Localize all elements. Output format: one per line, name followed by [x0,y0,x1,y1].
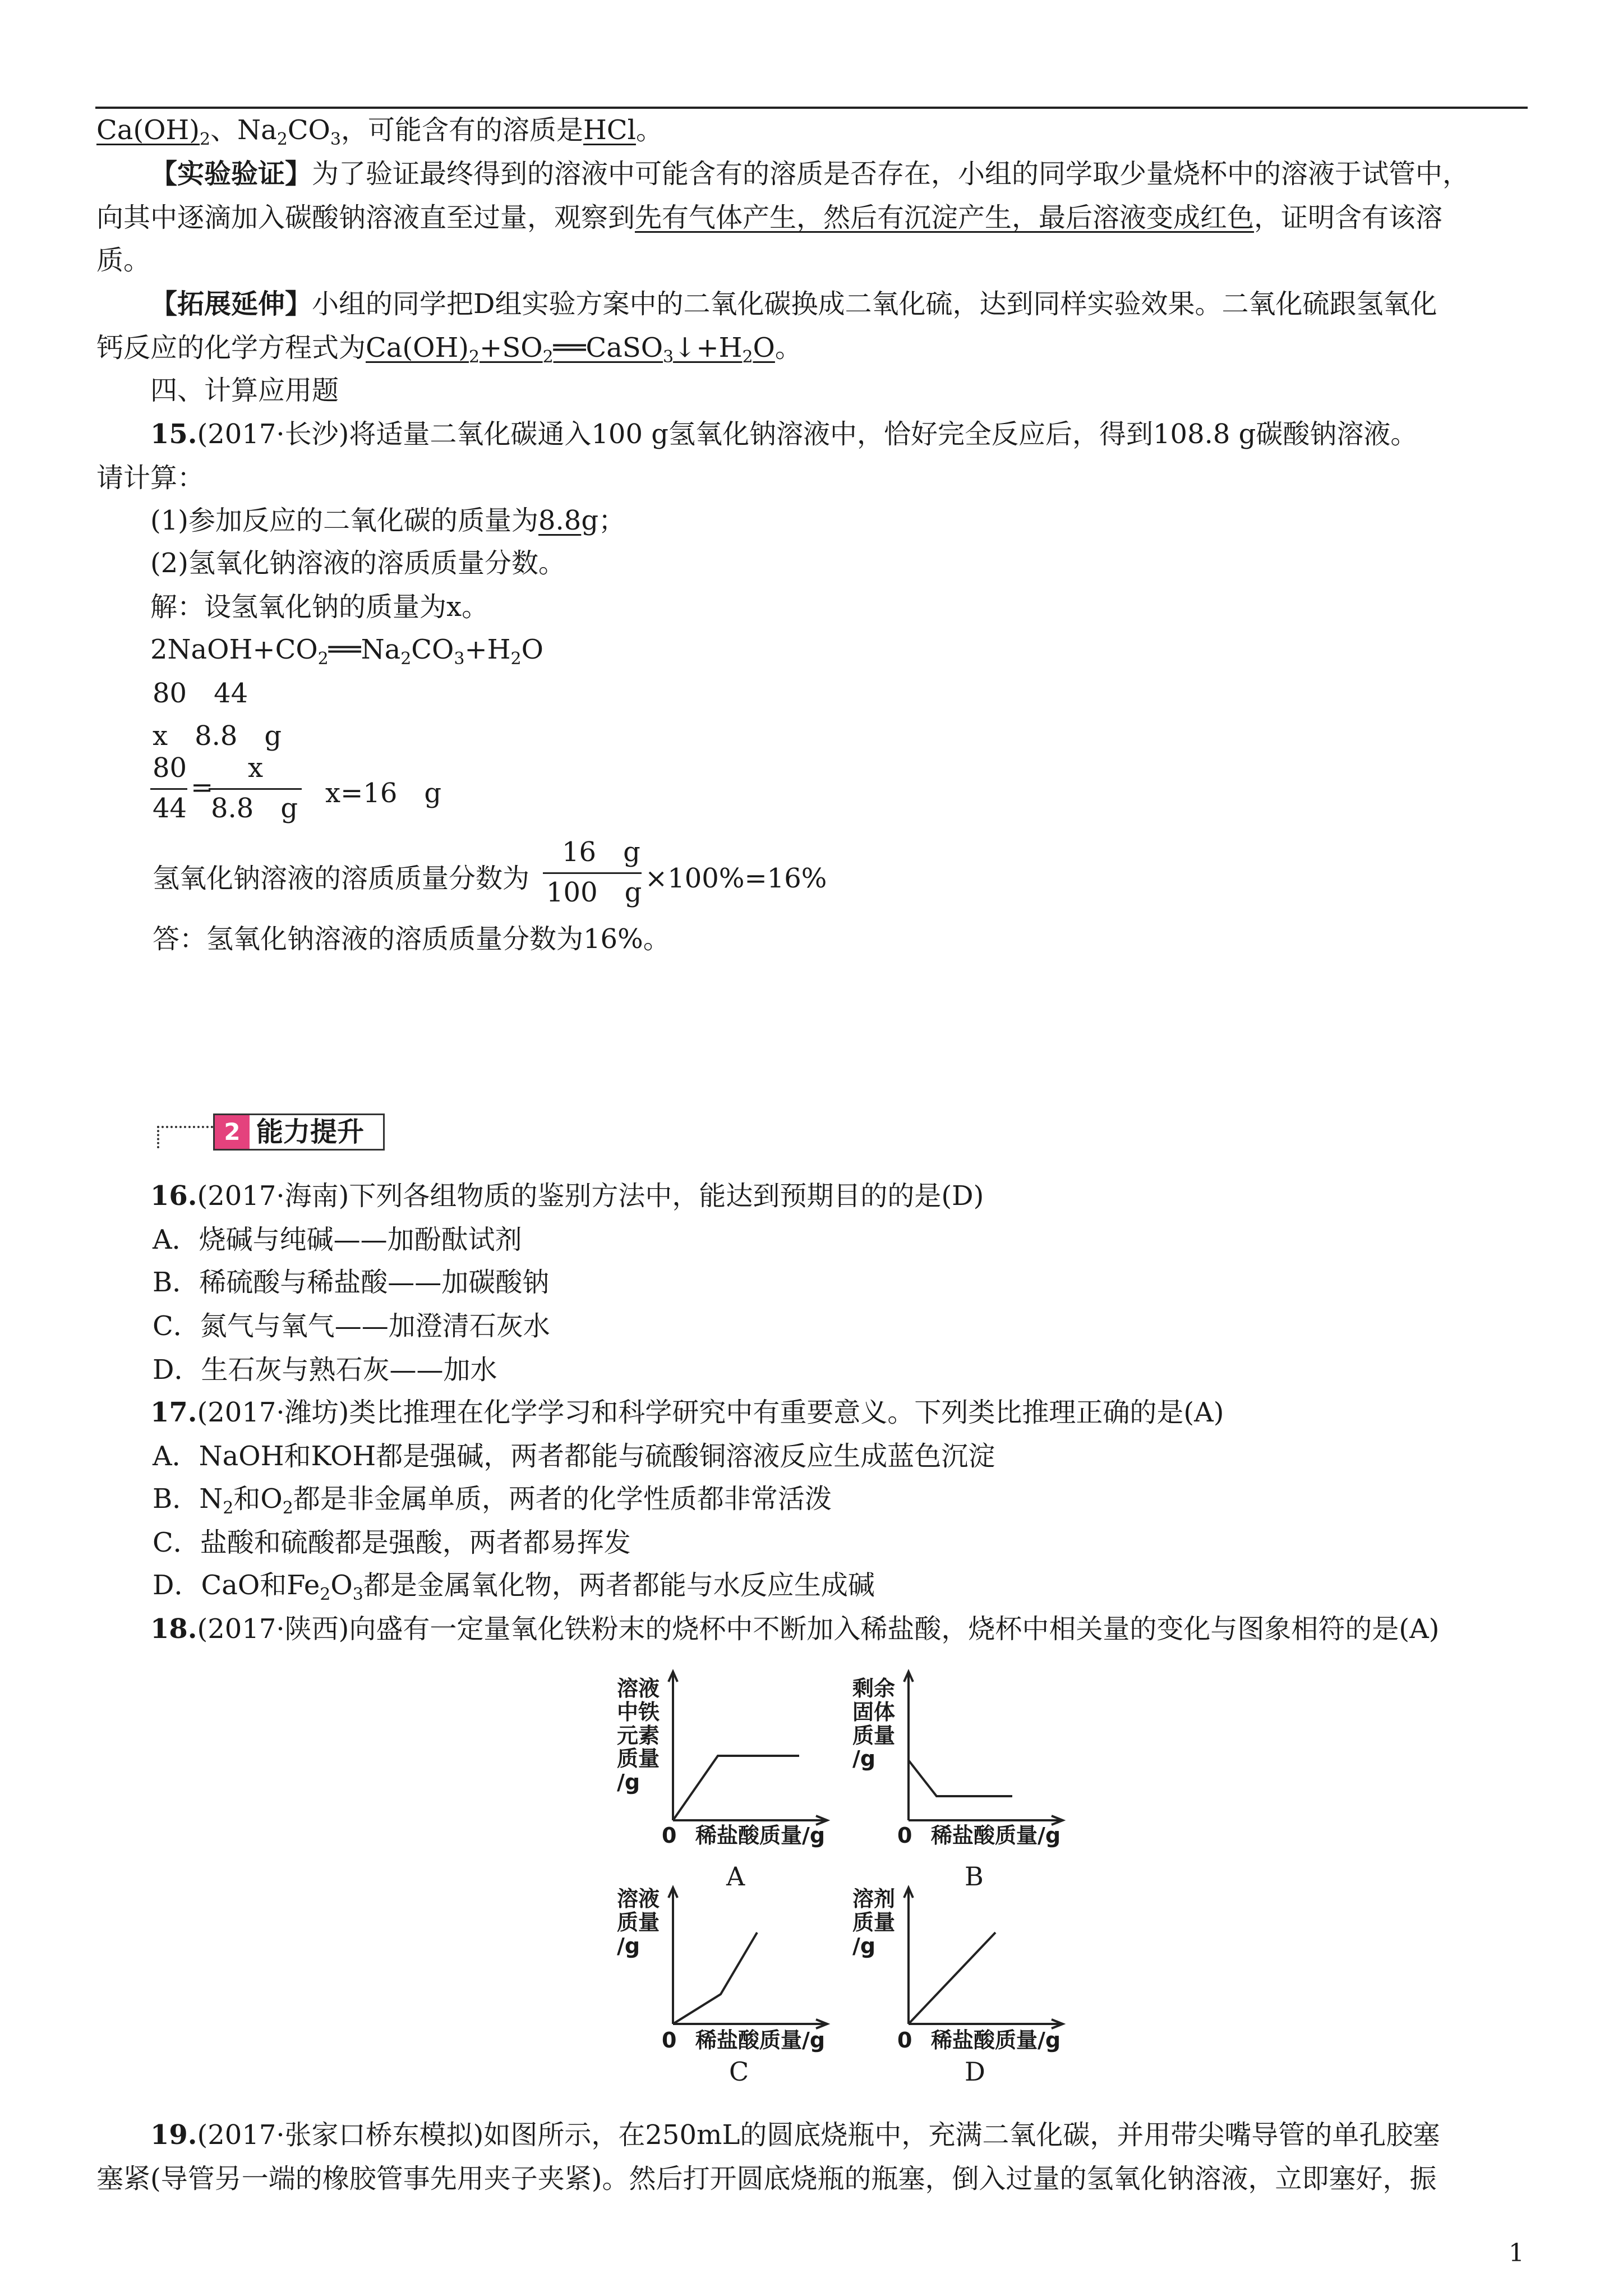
text: 和O [233,1483,283,1515]
eq-part: O [521,634,543,665]
text: O [330,1570,353,1601]
graph-a-plot [617,1666,852,1834]
question-number: 15. [150,418,197,450]
ylabel-line: 溶剂 [852,1887,896,1911]
text: 钙反应的化学方程式为 [96,332,366,364]
subscript: 3 [330,130,341,149]
text: 。 [774,332,802,364]
question-number: 17. [150,1397,197,1428]
q17-option-d [153,1570,875,1604]
graph-b-caption: B [965,1861,984,1892]
equation-answer [366,332,775,367]
q17-stem [150,1399,1224,1426]
answer-text: 8.8 [538,505,582,536]
graph-a-origin: 0 [662,1823,677,1848]
fraction-bar [543,872,642,874]
eq-part: CO [411,634,454,665]
graph-c-caption: C [729,2056,749,2087]
graph-b-plot [852,1666,1088,1834]
text: 小组的同学把D组实验方案中的二氧化碳换成二氧化硫，达到同样实验效果。二氧化硫跟氢氧化 [312,288,1437,320]
text: 。 [635,114,663,146]
text: (2017·长沙)将适量二氧化碳通入100 g氢氧化钠溶液中，恰好完全反应后，得到108.8 g碳酸钠溶液。 [197,418,1418,450]
header-rule [95,107,1528,109]
subscript: 2 [282,1498,293,1518]
eq-part: +SO [479,332,543,364]
graph-d-caption: D [965,2056,985,2087]
badge-box [213,1114,385,1151]
ylabel-line: 质量 [852,1910,896,1935]
badge-number: 2 [215,1115,250,1149]
text: 都是非金属单质，两者的化学性质都非常活泼 [293,1483,832,1515]
q16-stem [150,1180,984,1212]
q16-option-b: B．稀硫酸与稀盐酸——加碳酸钠 [153,1267,550,1298]
subscript: 3 [663,347,674,367]
eq-part: O [753,332,775,364]
text: ，可能含有的溶质是 [341,114,584,146]
graph-b [852,1666,1088,1892]
text: ，证明含有该溶 [1254,202,1443,233]
question-number: 18. [150,1613,197,1645]
q15-line-2: 请计算： [96,462,205,494]
ylabel-line: 固体 [852,1699,896,1724]
graph-b-curve [909,1760,1012,1796]
subscript: 3 [454,649,465,669]
q16-option-d: D．生石灰与熟石灰——加水 [153,1354,497,1386]
numerator: x [248,752,264,784]
eq-part: 2NaOH+CO [150,634,318,665]
eq-part: ══CaSO [553,332,663,364]
subscript: 2 [320,1585,331,1604]
graph-a [617,1666,852,1892]
fraction-bar [209,788,302,790]
q16-option-c: C．氮气与氧气——加澄清石灰水 [153,1310,550,1342]
q19-line-2: 塞紧(导管另一端的橡胶管事先用夹子夹紧)。然后打开圆底烧瓶的瓶塞，倒入过量的氢氧化钠溶液，立即塞好，振 [96,2163,1437,2194]
formula-text: CO [287,114,330,146]
ylabel-line: /g [852,1746,876,1772]
eq-part: +H [464,634,511,665]
subscript: 2 [510,649,522,669]
formula-text: Ca(OH) [96,114,200,146]
separator: 、Na [210,114,277,146]
denominator: 44 [153,793,187,824]
graph-b-origin: 0 [897,1823,912,1848]
q15-part-1 [150,507,625,534]
graph-d-xlabel: 稀盐酸质量/g [931,2028,1061,2053]
numerator: 80 [153,752,187,784]
text: 向其中逐滴加入碳酸钠溶液直至过量，观察到 [96,202,635,233]
graph-a-xlabel: 稀盐酸质量/g [695,1823,826,1848]
ylabel-line: 溶液 [617,1676,660,1701]
subscript: 2 [317,649,329,669]
q15-answer: 答：氢氧化钠溶液的溶质质量分数为16%。 [153,923,670,955]
extend-line-1 [150,288,1437,320]
numerator: 16 g [562,836,640,868]
text: D．CaO和Fe [153,1570,320,1601]
top-fragment [96,114,663,149]
text: (2017·潍坊)类比推理在化学学习和科学研究中有重要意义。下列类比推理正确的是(A) [197,1397,1224,1428]
q15-ratio-row-1: 80 44 [153,678,248,709]
fraction-bar [150,788,187,790]
ylabel-line: /g [852,1933,876,1958]
subscript: 2 [742,347,753,367]
subscript: 2 [542,347,554,367]
subscript: 2 [469,347,480,367]
q17-option-c: C．盐酸和硫酸都是强酸，两者都易挥发 [153,1527,631,1558]
text: (2017·海南)下列各组物质的鉴别方法中，能达到预期目的的是(D) [197,1180,984,1212]
text: (2017·张家口桥东模拟)如图所示，在250mL的圆底烧瓶中，充满二氧化碳，并用带尖嘴导管的单孔胶塞 [197,2119,1440,2151]
subscript: 2 [276,130,288,149]
ylabel-line: 中铁 [617,1699,660,1724]
subscript: 2 [400,649,412,669]
text: B．N [153,1483,223,1515]
section-4-title: 四、计算应用题 [150,375,339,406]
fraction-80-44 [150,754,190,827]
eq-part: ══Na [328,634,401,665]
q15-percent-label: 氢氧化钠溶液的溶质质量分数为 [153,863,530,894]
q15-x-result: x=16 g [325,777,442,809]
dotted-leader-vertical [157,1126,159,1148]
graph-a-curve [673,1756,799,1820]
answer-text: 先有气体产生，然后有沉淀产生，最后溶液变成红色 [635,202,1255,233]
ylabel-line: 溶液 [617,1887,660,1911]
subscript: 2 [223,1498,234,1518]
extend-line-2 [96,332,802,367]
graph-c-plot [617,1882,852,2039]
q16-option-a: A．烧碱与纯碱——加酚酞试剂 [153,1224,522,1255]
section-label: 【实验验证】 [150,158,312,190]
q15-solution-1: 解：设氢氧化钠的质量为x。 [150,591,489,623]
ylabel-line: 剩余 [852,1676,896,1701]
graph-a-caption: A [726,1861,745,1892]
graph-d [852,1882,1088,2087]
graph-b-xlabel: 稀盐酸质量/g [931,1823,1061,1848]
eq-part: ↓+H [674,332,743,364]
text: 都是金属氧化物，两者都能与水反应生成碱 [363,1570,875,1601]
denominator: 100 g [546,877,642,908]
ylabel-line: 质量 [617,1910,660,1935]
ylabel-line: 质量 [852,1723,896,1748]
text: 为了验证最终得到的溶液中可能含有的溶质是否存在，小组的同学取少量烧杯中的溶液于试管中， [312,158,1470,190]
ylabel-line: 质量 [617,1746,660,1772]
verify-line-2 [96,204,1442,231]
graph-d-origin: 0 [897,2028,912,2053]
q17-option-b [153,1483,832,1518]
graph-c-xlabel: 稀盐酸质量/g [695,2028,826,2053]
graph-d-plot [852,1882,1088,2039]
q15-part-2: (2)氢氧化钠溶液的溶质质量分数。 [150,547,565,579]
ylabel-line: /g [617,1770,640,1795]
question-number: 19. [150,2119,197,2151]
subscript: 2 [200,130,211,149]
text: (2017·陕西)向盛有一定量氧化铁粉末的烧杯中不断加入稀盐酸，烧杯中相关量的变化与图象相符的是(A) [197,1613,1440,1645]
graph-c-origin: 0 [662,2028,677,2053]
verify-line-3: 质。 [96,245,151,276]
fraction-16g-100g [543,836,644,912]
q15-percent-result: ×100%=16% [645,863,827,894]
page-number: 1 [1509,2239,1524,2267]
text: (1)参加反应的二氧化碳的质量为 [150,505,538,536]
text: g； [581,505,626,536]
graph-c-curve [673,1932,757,2024]
q15-line-1 [150,418,1418,450]
q19-line-1 [150,2119,1440,2151]
equals-sign: = [191,772,214,803]
verify-line-1 [150,158,1470,190]
q15-equation [150,634,543,669]
question-number: 16. [150,1180,197,1212]
ylabel-line: 元素 [617,1723,660,1748]
badge-title: 能力提升 [256,1116,365,1148]
q18-stem [150,1613,1440,1645]
subscript: 3 [352,1585,363,1604]
denominator: 8.8 g [211,793,298,824]
fraction-x-8.8g [209,754,304,827]
ylabel-line: /g [617,1933,640,1958]
answer-text: HCl [583,114,636,146]
graph-c [617,1882,852,2087]
graph-d-curve [909,1932,995,2024]
q17-option-a: A．NaOH和KOH都是强碱，两者都能与硫酸铜溶液反应生成蓝色沉淀 [153,1441,995,1472]
section-label: 【拓展延伸】 [150,288,312,320]
q15-ratio-row-2: x 8.8 g [153,720,282,752]
dotted-leader [157,1126,213,1128]
eq-part: Ca(OH) [366,332,469,364]
